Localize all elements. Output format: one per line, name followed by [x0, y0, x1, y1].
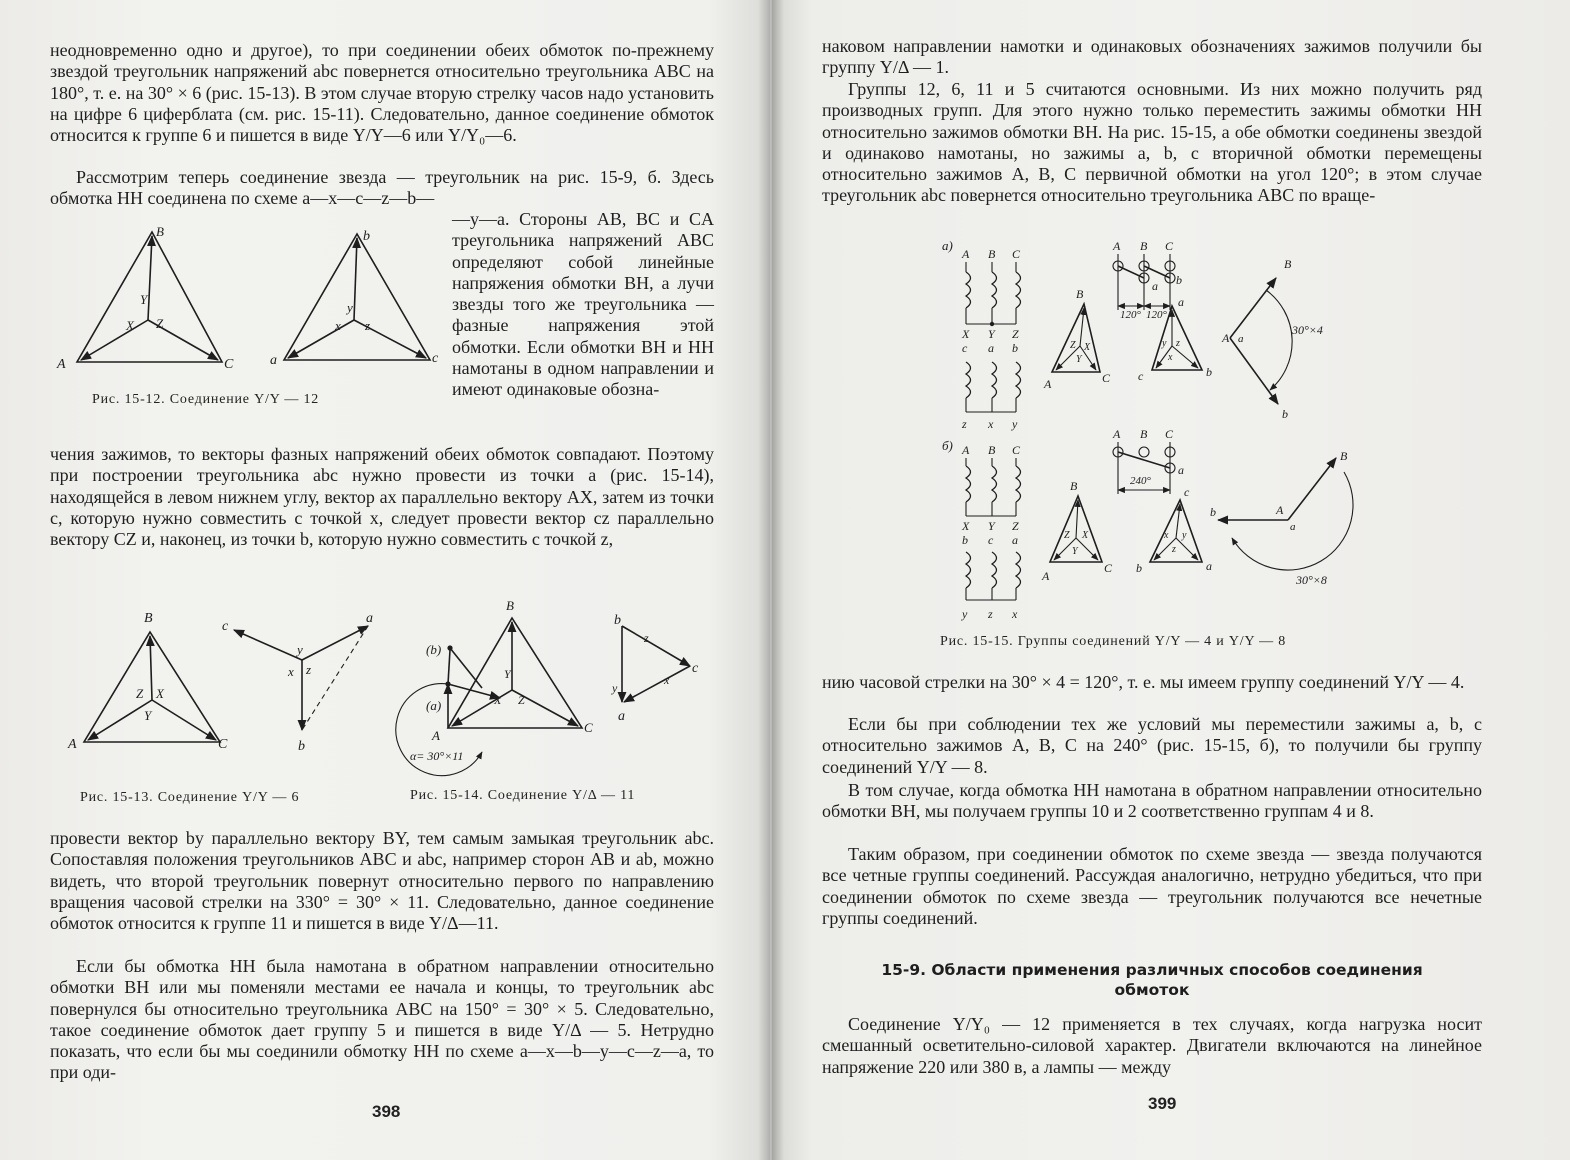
paragraph — [822, 844, 1482, 929]
paragraph-text: Группы 12, 6, 11 и 5 считаются основными. Из них можно получить ряд производных групп. Для этого нужно только переместить зажимы обмотки НН относительно зажимов обмотки ВН. На рис. 15-15, а обе обмотки соединены звездой и одинаково намотаны, но зажимы a, b, c вторичной обмотки перемещены относительно зажимов A, B, C первичной обмотки на угол 120°; в этом случае треугольник abc повернется относительно треугольника ABC по враще- — [822, 79, 1482, 206]
svg-text:x: x — [1012, 607, 1018, 621]
angle-label: α= 30°×11 — [410, 749, 464, 763]
svg-text:Z: Z — [1012, 327, 1019, 341]
label-c: c — [222, 619, 229, 634]
paragraph — [50, 444, 714, 550]
svg-text:b: b — [1136, 561, 1142, 575]
svg-text:Y: Y — [1072, 546, 1078, 557]
svg-text:A: A — [1276, 503, 1284, 517]
paragraph-text: наковом направлении намотки и одинаковых обозначениях зажимов получили бы группу Y/Δ — 1. — [822, 36, 1482, 78]
svg-text:z: z — [1172, 544, 1176, 555]
svg-text:z: z — [962, 417, 967, 431]
paragraph — [50, 828, 714, 934]
label-z: z — [644, 631, 649, 645]
label-b: b — [363, 229, 370, 244]
label-A: A — [962, 247, 970, 261]
svg-text:b: b — [1176, 273, 1182, 287]
svg-text:c: c — [962, 341, 968, 355]
paragraph-text: В том случае, когда обмотка НН намотана в обратном направлении относительно обмотки ВН, мы получаем группы 10 и 2 соответственно группам 4 и 8. — [822, 780, 1482, 822]
label-Z: Z — [156, 316, 164, 331]
figure-caption: Рис. 15-13. Соединение Y/Y — 6 — [80, 790, 300, 805]
page-number: 398 — [372, 1102, 401, 1121]
label-B: B — [506, 598, 514, 613]
paragraph-text: провести вектор by параллельно вектору BY, тем самым замыкая треугольник abc. Сопоставляя положения треугольников ABC и abc, например сторон AB и ab, можно видеть, что второй треугольник повернут относительно первого по направлению вращения часовой стрелки на 330° = 30° × 11. Следовательно, данное соединение обмоток относится к группе 11 и пишется в виде Y/Δ—11. — [50, 828, 714, 934]
paragraph-text: Рассмотрим теперь соединение звезда — треугольник на рис. 15-9, б. Здесь обмотка НН соединена по схеме a—x—c—z—b— — [50, 167, 714, 209]
paragraph-text: Таким образом, при соединении обмоток по схеме звезда — звезда получаются все четные группы соединений. Рассуждая аналогично, нетрудно убедиться, что при соединении обмоток по схеме звезда — треугольник получаются все нечетные группы соединений. — [822, 844, 1482, 928]
svg-text:b: b — [962, 533, 968, 547]
paragraph-text: неодновременно одно и другое), то при соединении обеих обмоток по-прежнему звездой треугольник напряжений abc повернется относительно треугольника ABC на 180°, т. е. на 30° × 6 (рис. 15-13). В этом случае вторую стрелку часов надо установить на цифре 6 циферблата (см. рис. 15-11). Следовательно, данное соединение обмоток относится к группе 6 и пишется в виде Y/Y—6 или Y/Y₀—6. — [50, 40, 714, 146]
svg-text:Z: Z — [1012, 519, 1019, 533]
svg-text:a: a — [1238, 333, 1244, 345]
label-b: b — [298, 739, 305, 754]
figure-15-15 — [940, 238, 1480, 628]
paragraph-text: Если бы обмотка НН была намотана в обратном направлении относительно обмотки ВН или мы поменяли местами ее начала и концы, то треугольник abc повернулся бы относительно треугольника ABC на 150° = 30° × 5. Следовательно, такое соединение обмоток дает группу 5 и пишется в виде Y/Δ — 5. Нетрудно показать, что если бы мы соединили обмотку НН по схеме a—x—b—y—c—z—a, то при оди- — [50, 956, 714, 1083]
label-C: C — [1012, 247, 1021, 261]
svg-text:b: b — [1012, 341, 1018, 355]
paragraph — [822, 36, 1482, 79]
rotation-label-b: 30°×8 — [1296, 573, 1327, 587]
svg-text:x: x — [988, 417, 994, 431]
svg-text:y: y — [1162, 338, 1167, 349]
svg-text:c: c — [1138, 369, 1144, 383]
svg-text:y: y — [1012, 417, 1018, 431]
label-part-b: б) — [942, 438, 953, 453]
svg-text:b: b — [1210, 505, 1216, 519]
paragraph-wrap-side — [452, 209, 714, 401]
svg-text:X: X — [962, 327, 970, 341]
svg-text:z: z — [988, 607, 993, 621]
svg-text:B: B — [988, 443, 996, 457]
paragraph — [822, 1014, 1482, 1078]
angle-120-right: 120° — [1146, 309, 1167, 321]
svg-text:A: A — [1113, 239, 1121, 253]
label-C: C — [224, 357, 234, 372]
label-Y: Y — [504, 667, 511, 681]
paragraph — [50, 40, 714, 146]
page-number: 399 — [1148, 1094, 1177, 1113]
label-part-a: а) — [942, 238, 953, 253]
svg-text:B: B — [1070, 479, 1078, 493]
label-Y: Y — [144, 708, 152, 723]
figure-caption: Рис. 15-14. Соединение Y/Δ — 11 — [410, 788, 636, 803]
svg-text:X: X — [1082, 530, 1089, 541]
label-a-paren: (a) — [426, 698, 442, 713]
paragraph — [50, 956, 714, 1084]
paragraph — [822, 780, 1482, 823]
label-a: a — [618, 709, 625, 724]
svg-text:C: C — [1104, 561, 1113, 575]
label-b-paren: (b) — [426, 642, 442, 657]
svg-text:C: C — [1102, 371, 1111, 385]
svg-text:Y: Y — [988, 327, 995, 341]
page-399 — [772, 0, 1570, 1160]
svg-text:B: B — [1284, 257, 1292, 271]
svg-text:Y: Y — [1076, 354, 1082, 365]
svg-text:A: A — [1113, 427, 1121, 441]
svg-text:Z: Z — [1064, 530, 1070, 541]
paragraph — [822, 79, 1482, 207]
svg-text:B: B — [1140, 427, 1148, 441]
svg-text:x: x — [1164, 530, 1169, 541]
svg-text:a: a — [988, 341, 994, 355]
label-a: a — [270, 353, 277, 368]
svg-text:B: B — [1140, 239, 1148, 253]
section-heading: 15-9. Области применения различных способов соединения обмоток — [881, 961, 1423, 999]
svg-text:C: C — [1165, 239, 1174, 253]
label-z: z — [306, 662, 312, 677]
windings-lv-b — [966, 552, 1021, 600]
label-X: X — [126, 318, 134, 333]
svg-text:A: A — [962, 443, 970, 457]
label-Z: Z — [518, 693, 525, 707]
paragraph — [822, 714, 1482, 778]
label-c: c — [692, 661, 699, 676]
svg-text:y: y — [962, 607, 968, 621]
label-A: A — [432, 728, 440, 743]
windings-hv-b — [966, 458, 1021, 516]
label-y: y — [297, 642, 303, 657]
label-y: y — [347, 300, 353, 315]
svg-text:a: a — [1206, 559, 1212, 573]
svg-text:c: c — [988, 533, 994, 547]
svg-text:y: y — [1182, 530, 1187, 541]
angle-120-left: 120° — [1120, 309, 1141, 321]
label-x: x — [335, 318, 341, 333]
svg-text:a: a — [1178, 295, 1184, 309]
windings-hv-a — [966, 262, 1021, 326]
label-B: B — [144, 611, 153, 626]
label-a: a — [366, 611, 373, 626]
label-C: C — [584, 720, 593, 735]
svg-text:A: A — [1222, 331, 1230, 345]
svg-text:a: a — [1012, 533, 1018, 547]
label-Z: Z — [136, 686, 144, 701]
svg-text:b: b — [1206, 365, 1212, 379]
svg-text:B: B — [1076, 287, 1084, 301]
svg-text:Y: Y — [988, 519, 995, 533]
paragraph-text: Если бы при соблюдении тех же условий мы переместили зажимы a, b, c относительно зажимов A, B, C на 240° (рис. 15-15, б), то получили бы группу соединений Y/Y — 8. — [822, 714, 1482, 777]
svg-text:a: a — [1178, 463, 1184, 477]
label-x: x — [664, 673, 670, 687]
paragraph-text: —y—a. Стороны AB, BC и CA треугольника напряжений ABC определяют собой линейные напряжения обмотки ВН, а лучи звезды того же треугольника —фазные напряжения этой обмотки. Если обмотки ВН и НН намотаны в одном направлении и имеют одинаковые обозна- — [452, 209, 714, 400]
label-B: B — [988, 247, 996, 261]
svg-text:A: A — [1044, 377, 1052, 391]
svg-text:C: C — [1165, 427, 1174, 441]
label-X: X — [494, 693, 502, 707]
paragraph — [50, 167, 714, 210]
paragraph-text: чения зажимов, то векторы фазных напряжений обеих обмоток совпадают. Поэтому при построении треугольника abc нужно провести из точки a (рис. 15-14), находящейся в левом нижнем углу, вектор ax параллельно вектору AX, затем из точки c, которую нужно совместить с точкой x, следует провести вектор cz параллельно вектору CZ и, наконец, из точки b, которую нужно совместить с точкой z, — [50, 444, 714, 550]
svg-text:B: B — [1340, 449, 1348, 463]
label-b: b — [614, 613, 621, 628]
label-X: X — [156, 686, 164, 701]
label-C: C — [218, 737, 228, 752]
svg-text:Z: Z — [1070, 340, 1076, 351]
figure-15-14 — [392, 598, 722, 778]
paragraph-text: нию часовой стрелки на 30° × 4 = 120°, т. е. мы имеем группу соединений Y/Y — 4. — [822, 672, 1465, 692]
label-z: z — [365, 318, 371, 333]
label-x: x — [288, 664, 294, 679]
book-gutter — [758, 0, 784, 1160]
figure-caption: Рис. 15-15. Группы соединений Y/Y — 4 и Y/Y — 8 — [940, 634, 1287, 649]
svg-text:a: a — [1290, 521, 1296, 533]
figure-caption: Рис. 15-12. Соединение Y/Y — 12 — [92, 392, 320, 407]
windings-lv-a — [966, 362, 1021, 412]
figure-15-12 — [52, 222, 442, 382]
rotation-label-a: 30°×4 — [1292, 323, 1323, 337]
figure-15-13 — [62, 604, 382, 764]
svg-text:c: c — [1184, 485, 1190, 499]
svg-text:z: z — [1176, 338, 1180, 349]
svg-text:x: x — [1168, 352, 1173, 363]
svg-text:a: a — [1152, 279, 1158, 293]
svg-text:A: A — [1042, 569, 1050, 583]
angle-240: 240° — [1130, 475, 1151, 487]
label-c: c — [432, 351, 439, 366]
label-A: A — [57, 357, 66, 372]
svg-text:b: b — [1282, 407, 1288, 421]
svg-text:C: C — [1012, 443, 1021, 457]
label-y: y — [612, 681, 618, 695]
paragraph — [822, 672, 1482, 693]
paragraph-text: Соединение Y/Y₀ — 12 применяется в тех случаях, когда нагрузка носит смешанный осветительно-силовой характер. Двигатели включаются на линейное напряжение 220 или 380 в, а лампы — между — [822, 1014, 1482, 1077]
svg-text:X: X — [1084, 342, 1091, 353]
svg-text:X: X — [962, 519, 970, 533]
page-398 — [0, 0, 770, 1160]
label-B: B — [156, 224, 164, 239]
label-A: A — [68, 737, 77, 752]
label-Y: Y — [140, 292, 148, 307]
